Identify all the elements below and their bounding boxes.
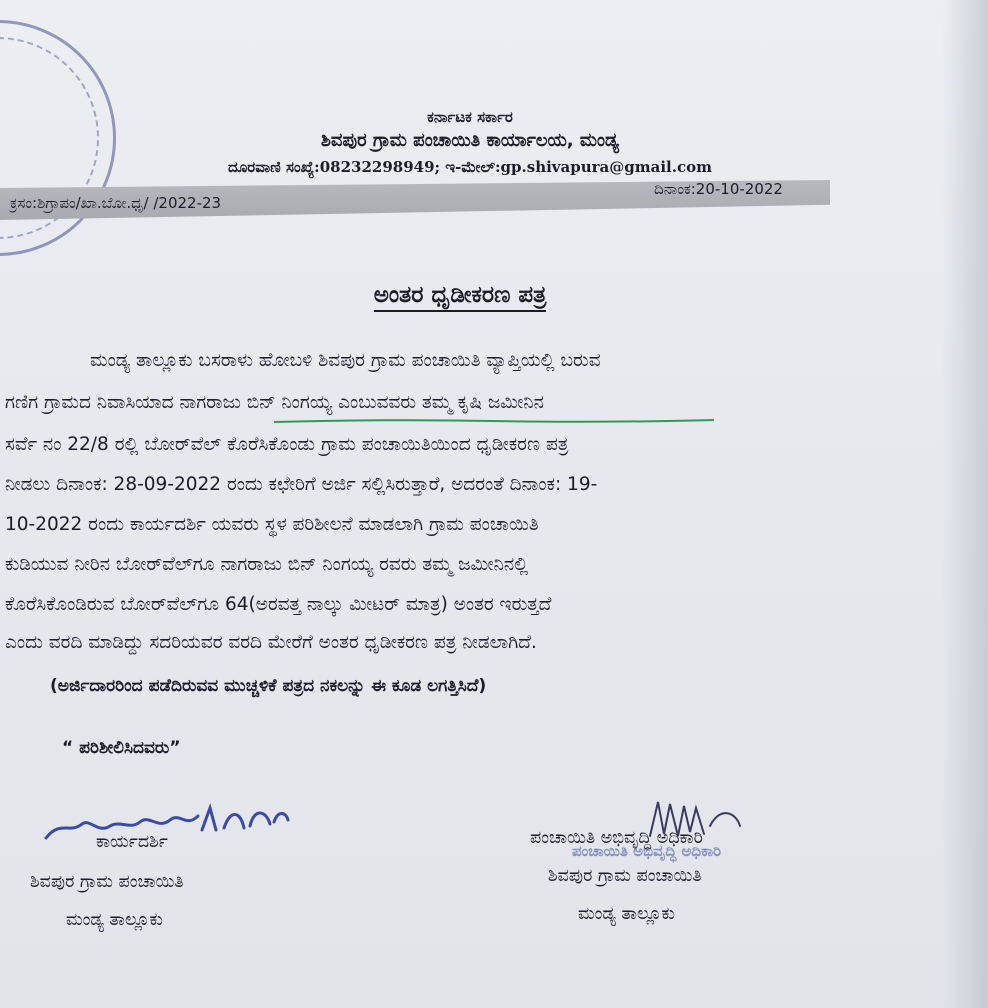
- secretary-taluk: ಮಂಡ್ಯ ತಾಲ್ಲೂಕು: [66, 910, 163, 930]
- government-heading: ಕರ್ನಾಟಕ ಸರ್ಕಾರ: [427, 108, 513, 126]
- pdo-taluk: ಮಂಡ್ಯ ತಾಲ್ಲೂಕು: [578, 904, 675, 924]
- contact-line: ದೂರವಾಣಿ ಸಂಖ್ಯೆ:08232298949; ಇ-ಮೇಲ್:gp.shivapura@gmail.com: [228, 158, 712, 176]
- office-heading: ಶಿವಪುರ ಗ್ರಾಮ ಪಂಚಾಯಿತಿ ಕಾರ್ಯಾಲಯ, ಮಂಡ್ಯ: [321, 130, 619, 151]
- body-line: ನೀಡಲು ದಿನಾಂಕ: 28-09-2022 ರಂದು ಕಛೇರಿಗೆ ಅರ್ಜಿ ಸಲ್ಲಿಸಿರುತ್ತಾರೆ, ಅದರಂತೆ ದಿನಾಂಕ: 19-: [5, 474, 598, 495]
- pdo-seal-text: ಪಂಚಾಯಿತಿ ಅಭಿವೃದ್ಧಿ ಅಧಿಕಾರಿ: [572, 842, 722, 860]
- body-line: ಕುಡಿಯುವ ನೀರಿನ ಬೋರ್‌ವೆಲ್‌ಗೂ ನಾಗರಾಜು ಬಿನ್ ನಿಂಗಯ್ಯ ರವರು ತಮ್ಮ ಜಮೀನಿನಲ್ಲಿ: [5, 554, 529, 575]
- body-line: ಸರ್ವೆ ನಂ 22/8 ರಲ್ಲಿ ಬೋರ್‌ವೆಲ್ ಕೊರೆಸಿಕೊಂಡು ಗ್ರಾಮ ಪಂಚಾಯಿತಿಯಿಂದ ಧೃಡೀಕರಣ ಪತ್ರ: [5, 434, 569, 455]
- body-line: 10-2022 ರಂದು ಕಾರ್ಯದರ್ಶಿ ಯವರು ಸ್ಥಳ ಪರಿಶೀಲನೆ ಮಾಡಲಾಗಿ ಗ್ರಾಮ ಪಂಚಾಯಿತಿ: [5, 514, 539, 535]
- document-title-text: ಅಂತರ ಧೃಡೀಕರಣ ಪತ್ರ: [374, 282, 547, 312]
- page-edge-shadow: [942, 0, 988, 1008]
- green-pen-underline: [272, 418, 716, 424]
- attachment-note: (ಅರ್ಜಿದಾರರಿಂದ ಪಡೆದಿರುವವ ಮುಚ್ಚಳಿಕೆ ಪತ್ರದ ನಕಲನ್ನು ಈ ಕೂಡ ಲಗತ್ತಿಸಿದೆ): [50, 676, 487, 696]
- body-line: ಗಣಿಗ ಗ್ರಾಮದ ನಿವಾಸಿಯಾದ ನಾಗರಾಜು ಬಿನ್ ನಿಂಗಯ್ಯ ಎಂಬುವವರು ತಮ್ಮ ಕೃಷಿ ಜಮೀನಿನ: [5, 392, 544, 413]
- letter-date: ದಿನಾಂಕ:20-10-2022: [654, 180, 783, 198]
- pdo-designation: ಪಂಚಾಯಿತಿ ಅಭಿವೃದ್ಧಿ ಅಧಿಕಾರಿ: [530, 828, 703, 848]
- secretary-office: ಶಿವಪುರ ಗ್ರಾಮ ಪಂಚಾಯಿತಿ: [30, 872, 184, 892]
- body-line: ಎಂದು ವರದಿ ಮಾಡಿದ್ದು ಸದರಿಯವರ ವರದಿ ಮೇರೆಗೆ ಅಂತರ ಧೃಡೀಕರಣ ಪತ್ರ ನೀಡಲಾಗಿದೆ.: [5, 632, 537, 653]
- office-seal-stamp: [0, 20, 116, 256]
- inspected-by-label: “ ಪರಿಶೀಲಿಸಿದವರು”: [62, 738, 181, 758]
- secretary-designation: ಕಾರ್ಯದರ್ಶಿ: [96, 832, 168, 852]
- document-title: [0, 282, 920, 308]
- pdo-office: ಶಿವಪುರ ಗ್ರಾಮ ಪಂಚಾಯಿತಿ: [548, 866, 702, 886]
- body-line: ಮಂಡ್ಯ ತಾಲ್ಲೂಕು ಬಸರಾಳು ಹೋಬಳಿ ಶಿವಪುರ ಗ್ರಾಮ ಪಂಚಾಯಿತಿ ವ್ಯಾಪ್ತಿಯಲ್ಲಿ ಬರುವ: [90, 350, 601, 371]
- body-line: ಕೊರೆಸಿಕೊಂಡಿರುವ ಬೋರ್‌ವೆಲ್‌ಗೂ 64(ಅರವತ್ತ ನಾಲ್ಕು ಮೀಟರ್ ಮಾತ್ರ) ಅಂತರ ಇರುತ್ತದೆ: [5, 594, 552, 615]
- reference-number: ಕ್ರಸಂ:ಶಿಗ್ರಾಪಂ/ಖಾ.ಬೋ.ಧೃ/ /2022-23: [10, 194, 222, 212]
